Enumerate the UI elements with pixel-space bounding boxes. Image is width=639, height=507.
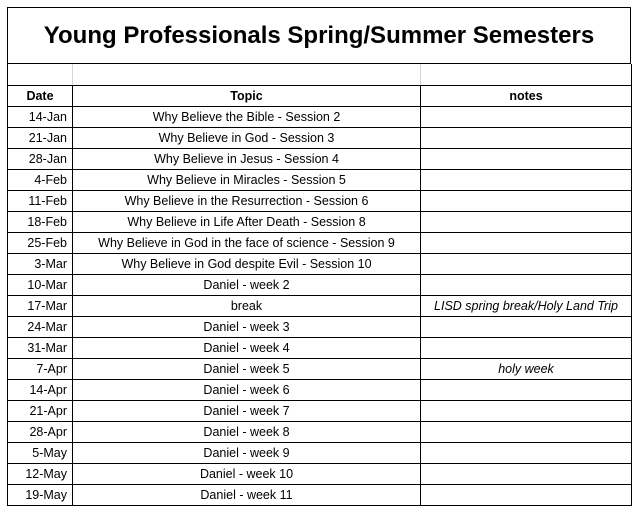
- date-cell[interactable]: 14-Apr: [8, 380, 73, 401]
- notes-cell[interactable]: [421, 380, 632, 401]
- table-row: [8, 422, 632, 443]
- table-row: [8, 359, 632, 380]
- date-cell[interactable]: 11-Feb: [8, 191, 73, 212]
- notes-cell[interactable]: [421, 443, 632, 464]
- table-row: [8, 170, 632, 191]
- date-cell[interactable]: 19-May: [8, 485, 73, 506]
- notes-cell[interactable]: [421, 212, 632, 233]
- notes-cell[interactable]: [421, 275, 632, 296]
- topic-header[interactable]: Topic: [73, 86, 421, 107]
- topic-cell[interactable]: Daniel - week 11: [73, 485, 421, 506]
- date-cell[interactable]: 21-Apr: [8, 401, 73, 422]
- topic-cell[interactable]: Daniel - week 10: [73, 464, 421, 485]
- topic-cell[interactable]: Daniel - week 8: [73, 422, 421, 443]
- date-cell[interactable]: 25-Feb: [8, 233, 73, 254]
- empty-cell[interactable]: [8, 64, 73, 86]
- date-cell[interactable]: 18-Feb: [8, 212, 73, 233]
- notes-cell[interactable]: [421, 422, 632, 443]
- table-row: [8, 338, 632, 359]
- schedule-table: [7, 64, 632, 506]
- topic-cell[interactable]: Why Believe in the Resurrection - Session 6: [73, 191, 421, 212]
- table-row: [8, 212, 632, 233]
- table-row: [8, 464, 632, 485]
- empty-row: [8, 64, 632, 86]
- date-cell[interactable]: 31-Mar: [8, 338, 73, 359]
- date-cell[interactable]: 21-Jan: [8, 128, 73, 149]
- topic-cell[interactable]: Daniel - week 9: [73, 443, 421, 464]
- date-cell[interactable]: 7-Apr: [8, 359, 73, 380]
- table-row: [8, 128, 632, 149]
- topic-cell[interactable]: Why Believe in Life After Death - Session 8: [73, 212, 421, 233]
- topic-cell[interactable]: Daniel - week 7: [73, 401, 421, 422]
- notes-cell[interactable]: LISD spring break/Holy Land Trip: [421, 296, 632, 317]
- topic-cell[interactable]: Why Believe in Jesus - Session 4: [73, 149, 421, 170]
- table-row: [8, 233, 632, 254]
- notes-cell[interactable]: [421, 128, 632, 149]
- date-cell[interactable]: 3-Mar: [8, 254, 73, 275]
- notes-cell[interactable]: [421, 107, 632, 128]
- table-row: [8, 380, 632, 401]
- topic-cell[interactable]: Daniel - week 5: [73, 359, 421, 380]
- topic-cell[interactable]: Why Believe in God in the face of science - Session 9: [73, 233, 421, 254]
- topic-cell[interactable]: Daniel - week 6: [73, 380, 421, 401]
- table-row: [8, 401, 632, 422]
- date-cell[interactable]: 24-Mar: [8, 317, 73, 338]
- topic-cell[interactable]: Daniel - week 2: [73, 275, 421, 296]
- table-row: [8, 317, 632, 338]
- notes-header[interactable]: notes: [421, 86, 632, 107]
- date-cell[interactable]: 4-Feb: [8, 170, 73, 191]
- notes-cell[interactable]: [421, 485, 632, 506]
- date-cell[interactable]: 12-May: [8, 464, 73, 485]
- table-row: [8, 191, 632, 212]
- notes-cell[interactable]: holy week: [421, 359, 632, 380]
- table-row: [8, 443, 632, 464]
- schedule-sheet: [7, 7, 631, 506]
- table-row: [8, 254, 632, 275]
- notes-cell[interactable]: [421, 401, 632, 422]
- table-row: [8, 107, 632, 128]
- notes-cell[interactable]: [421, 254, 632, 275]
- notes-cell[interactable]: [421, 191, 632, 212]
- date-header[interactable]: Date: [8, 86, 73, 107]
- topic-cell[interactable]: Why Believe the Bible - Session 2: [73, 107, 421, 128]
- empty-cell[interactable]: [73, 64, 421, 86]
- notes-cell[interactable]: [421, 338, 632, 359]
- topic-cell[interactable]: Daniel - week 3: [73, 317, 421, 338]
- notes-cell[interactable]: [421, 233, 632, 254]
- topic-cell[interactable]: Why Believe in God despite Evil - Session 10: [73, 254, 421, 275]
- date-cell[interactable]: 28-Jan: [8, 149, 73, 170]
- notes-cell[interactable]: [421, 464, 632, 485]
- date-cell[interactable]: 14-Jan: [8, 107, 73, 128]
- date-cell[interactable]: 17-Mar: [8, 296, 73, 317]
- table-row: [8, 275, 632, 296]
- topic-cell[interactable]: break: [73, 296, 421, 317]
- topic-cell[interactable]: Daniel - week 4: [73, 338, 421, 359]
- notes-cell[interactable]: [421, 170, 632, 191]
- table-row: [8, 296, 632, 317]
- date-cell[interactable]: 28-Apr: [8, 422, 73, 443]
- table-row: [8, 149, 632, 170]
- table-row: [8, 485, 632, 506]
- date-cell[interactable]: 10-Mar: [8, 275, 73, 296]
- empty-cell[interactable]: [421, 64, 632, 86]
- sheet-title[interactable]: Young Professionals Spring/Summer Semesters: [7, 7, 631, 64]
- header-row: [8, 86, 632, 107]
- notes-cell[interactable]: [421, 149, 632, 170]
- schedule-rows: [8, 107, 632, 506]
- topic-cell[interactable]: Why Believe in Miracles - Session 5: [73, 170, 421, 191]
- date-cell[interactable]: 5-May: [8, 443, 73, 464]
- topic-cell[interactable]: Why Believe in God - Session 3: [73, 128, 421, 149]
- notes-cell[interactable]: [421, 317, 632, 338]
